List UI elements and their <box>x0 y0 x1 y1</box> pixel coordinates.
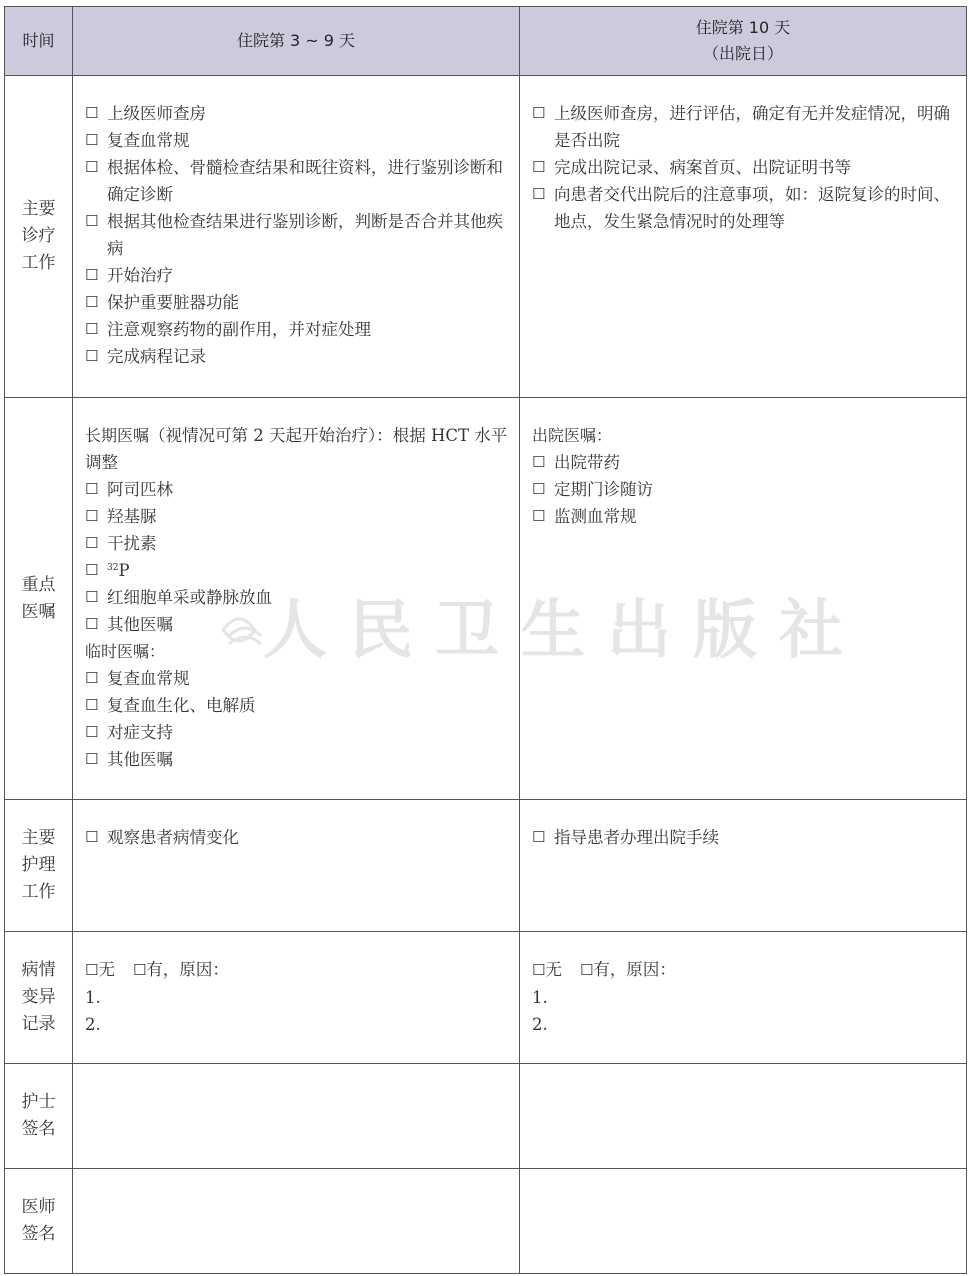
checkbox-icon[interactable]: ☐ <box>85 104 99 122</box>
reason-line-2[interactable]: 2. <box>85 1015 101 1034</box>
checkbox-icon[interactable]: ☐ <box>85 534 99 552</box>
checklist-item: ☐ 对症支持 <box>85 719 511 746</box>
col2-header <box>520 7 967 76</box>
checklist-item: ☐ 其他医嘱 <box>85 746 511 773</box>
orders-col2 <box>520 398 967 800</box>
checkbox-icon[interactable]: ☐ <box>85 615 99 633</box>
label-line: 记录 <box>21 1014 56 1034</box>
diagnosis-col1 <box>73 76 520 398</box>
checklist-item: ☐ 上级医师查房，进行评估，确定有无并发症情况，明确是否出院 <box>532 100 958 154</box>
label-line: 工作 <box>21 882 56 902</box>
checkbox-icon[interactable]: ☐ <box>85 828 99 846</box>
label-line: 主要 <box>21 199 56 219</box>
nursing-label <box>5 800 73 932</box>
col1-header: 住院第 3 ~ 9 天 <box>73 7 520 76</box>
checklist-item: ☐ 观察患者病情变化 <box>85 824 511 851</box>
checklist-item: ☐ 注意观察药物的副作用，并对症处理 <box>85 316 511 343</box>
checklist-item: ☐ 出院带药 <box>532 449 958 476</box>
time-header: 时间 <box>5 7 73 76</box>
header-row <box>5 7 967 76</box>
reason-line-1[interactable]: 1. <box>532 988 548 1007</box>
checklist-item: ☐ 其他医嘱 <box>85 611 511 638</box>
diagnosis-col2 <box>520 76 967 398</box>
checklist-item: ☐ 完成出院记录、病案首页、出院证明书等 <box>532 154 958 181</box>
variation-row <box>5 932 967 1064</box>
orders-row <box>5 398 967 800</box>
label-line: 工作 <box>21 253 56 273</box>
variation-choice-line <box>85 956 511 984</box>
nurse-sign-col1[interactable] <box>73 1064 520 1169</box>
variation-col1 <box>73 932 520 1064</box>
checklist-item: ☐ 上级医师查房 <box>85 100 511 127</box>
checklist-item: ☐ 指导患者办理出院手续 <box>532 824 958 851</box>
yes-option[interactable]: ☐有，原因： <box>133 960 229 979</box>
checkbox-icon[interactable]: ☐ <box>532 158 546 176</box>
checklist-item: ☐ 完成病程记录 <box>85 343 511 370</box>
checkbox-icon[interactable]: ☐ <box>532 507 546 525</box>
checkbox-icon[interactable]: ☐ <box>532 480 546 498</box>
label-line: 病情 <box>21 960 56 980</box>
diagnosis-label <box>5 76 73 398</box>
nursing-row <box>5 800 967 932</box>
none-option[interactable]: ☐无 <box>85 960 115 979</box>
checklist-item: ☐ 干扰素 <box>85 530 511 557</box>
yes-option[interactable]: ☐有，原因： <box>580 960 676 979</box>
checkbox-icon[interactable]: ☐ <box>132 961 147 979</box>
checklist-item: ☐ 根据其他检查结果进行鉴别诊断，判断是否合并其他疾病 <box>85 208 511 262</box>
orders-label <box>5 398 73 800</box>
checkbox-icon[interactable]: ☐ <box>85 561 99 579</box>
doctor-sign-col1[interactable] <box>73 1169 520 1274</box>
checklist-item: ☐ 开始治疗 <box>85 262 511 289</box>
checkbox-icon[interactable]: ☐ <box>579 961 594 979</box>
label-line: 诊疗 <box>21 226 56 246</box>
reason-line-1[interactable]: 1. <box>85 988 101 1007</box>
checklist-item: ☐ 向患者交代出院后的注意事项，如：返院复诊的时间、地点，发生紧急情况时的处理等 <box>532 181 958 235</box>
label-line: 签名 <box>21 1119 56 1139</box>
long-term-heading: 长期医嘱 <box>85 426 150 445</box>
checkbox-icon[interactable]: ☐ <box>532 185 546 203</box>
checkbox-icon[interactable]: ☐ <box>532 961 546 979</box>
checkbox-icon[interactable]: ☐ <box>85 480 99 498</box>
doctor-sign-col2[interactable] <box>520 1169 967 1274</box>
checklist-item: ☐ 监测血常规 <box>532 503 958 530</box>
label-line: 护士 <box>21 1092 56 1112</box>
checkbox-icon[interactable]: ☐ <box>85 158 99 176</box>
col2-header-line2: （出院日） <box>702 44 783 63</box>
diagnosis-row <box>5 76 967 398</box>
label-line: 重点 <box>21 574 56 595</box>
long-term-note: （视情况可第 2 天起开始治疗）：根据 HCT 水平调整 <box>85 426 508 472</box>
nurse-sign-row <box>5 1064 967 1169</box>
label-line: 医嘱 <box>21 601 56 622</box>
checklist-item: ☐ 复查血生化、电解质 <box>85 692 511 719</box>
checkbox-icon[interactable]: ☐ <box>85 723 99 741</box>
label-line: 医师 <box>21 1197 56 1217</box>
isotope-superscript: 32 <box>107 563 119 573</box>
checkbox-icon[interactable]: ☐ <box>85 266 99 284</box>
checkbox-icon[interactable]: ☐ <box>85 293 99 311</box>
checkbox-icon[interactable]: ☐ <box>85 212 99 230</box>
reason-line-2[interactable]: 2. <box>532 1015 548 1034</box>
label-line: 护理 <box>21 855 56 875</box>
discharge-orders-heading: 出院医嘱： <box>532 426 613 445</box>
checkbox-icon[interactable]: ☐ <box>85 696 99 714</box>
checkbox-icon[interactable]: ☐ <box>85 347 99 365</box>
checklist-item: ☐ 根据体检、骨髓检查结果和既往资料，进行鉴别诊断和确定诊断 <box>85 154 511 208</box>
checkbox-icon[interactable]: ☐ <box>532 828 546 846</box>
checklist-item: ☐ 复查血常规 <box>85 127 511 154</box>
checkbox-icon[interactable]: ☐ <box>85 131 99 149</box>
nurse-sign-label <box>5 1064 73 1169</box>
label-line: 主要 <box>21 828 56 848</box>
checkbox-icon[interactable]: ☐ <box>85 507 99 525</box>
checklist-item: ☐ 复查血常规 <box>85 665 511 692</box>
temp-orders-heading: 临时医嘱： <box>85 642 166 661</box>
watermark-text: 人民卫生出版社 <box>263 593 865 668</box>
checkbox-icon[interactable]: ☐ <box>532 104 546 122</box>
checklist-item: ☐ 红细胞单采或静脉放血 <box>85 584 511 611</box>
checkbox-icon[interactable]: ☐ <box>85 588 99 606</box>
checkbox-icon[interactable]: ☐ <box>85 961 99 979</box>
variation-col2 <box>520 932 967 1064</box>
checkbox-icon[interactable]: ☐ <box>85 750 99 768</box>
isotope-symbol: P <box>118 561 130 580</box>
checklist-item: ☐ 羟基脲 <box>85 503 511 530</box>
doctor-sign-label <box>5 1169 73 1274</box>
clinical-pathway-table <box>4 6 967 1274</box>
checkbox-icon[interactable]: ☐ <box>85 669 99 687</box>
checklist-item: ☐ 定期门诊随访 <box>532 476 958 503</box>
checkbox-icon[interactable]: ☐ <box>532 453 546 471</box>
variation-label <box>5 932 73 1064</box>
doctor-sign-row <box>5 1169 967 1274</box>
long-term-orders-intro <box>85 422 511 476</box>
checklist-item: ☐ 保护重要脏器功能 <box>85 289 511 316</box>
variation-choice-line <box>532 956 958 984</box>
checklist-item-p32 <box>85 557 511 584</box>
nurse-sign-col2[interactable] <box>520 1064 967 1169</box>
nursing-col2 <box>520 800 967 932</box>
nursing-col1 <box>73 800 520 932</box>
col2-header-line1: 住院第 10 天 <box>695 18 791 37</box>
checklist-item: ☐ 阿司匹林 <box>85 476 511 503</box>
none-option[interactable]: ☐无 <box>532 960 562 979</box>
label-line: 签名 <box>21 1224 56 1244</box>
checkbox-icon[interactable]: ☐ <box>85 320 99 338</box>
label-line: 变异 <box>21 987 56 1007</box>
orders-col1 <box>73 398 520 800</box>
